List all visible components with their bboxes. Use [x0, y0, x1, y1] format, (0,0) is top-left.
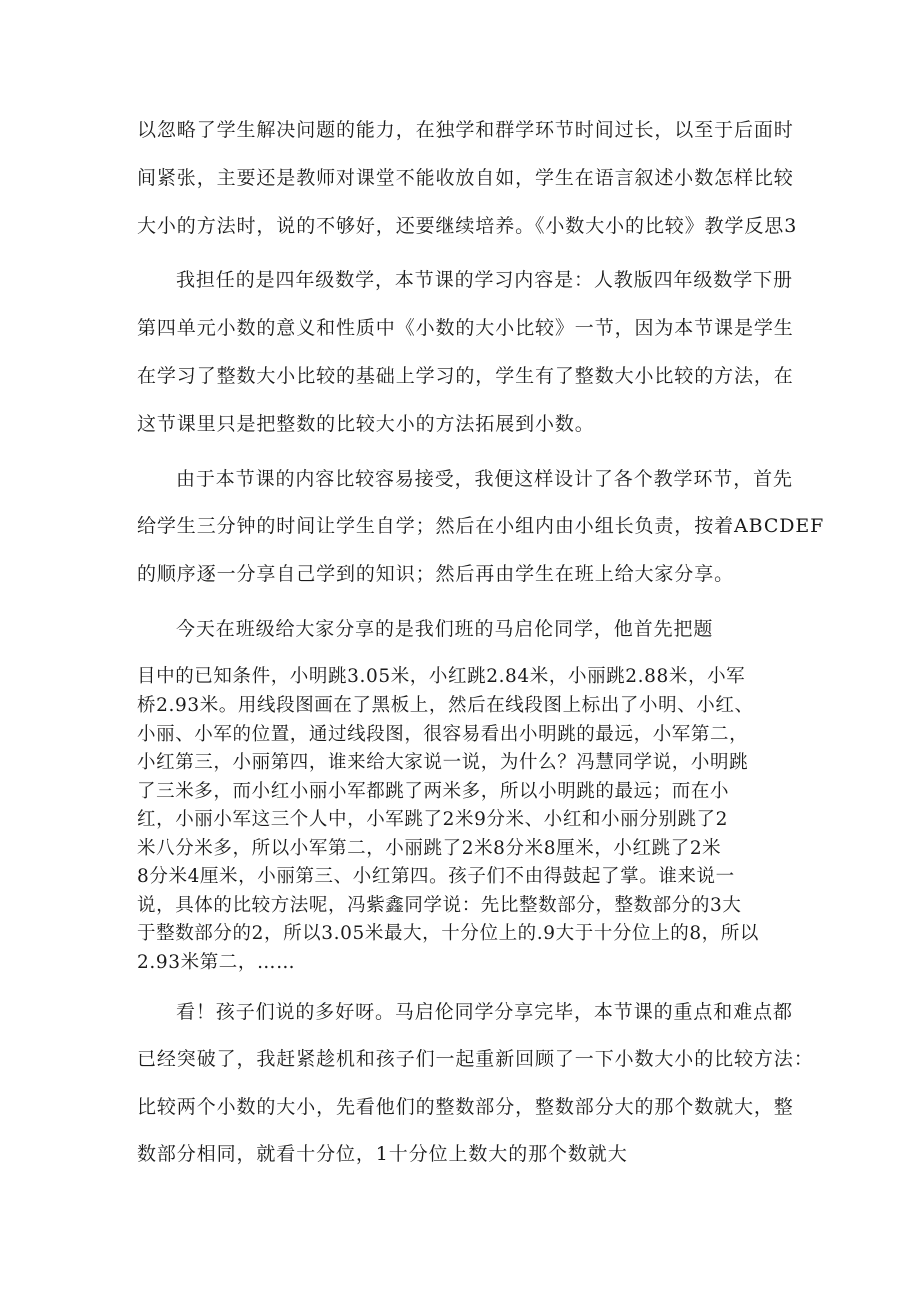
- text-line: 目中的已知条件，小明跳3.05米，小红跳2.84米，小丽跳2.88米，小军: [137, 666, 746, 687]
- text-line: 米八分米多，所以小军第二，小丽跳了2米8分米8厘米，小红跳了2米: [137, 838, 722, 859]
- text-line: 今天在班级给大家分享的是我们班的马启伦同学，他首先把题: [176, 618, 714, 640]
- text-line: 看！孩子们说的多好呀。马启伦同学分享完毕，本节课的重点和难点都: [176, 1001, 793, 1023]
- text-line: 第四单元小数的意义和性质中《小数的大小比较》一节，因为本节课是学生: [137, 317, 794, 339]
- text-line: 桥2.93米。用线段图画在了黑板上，然后在线段图上标出了小明、小红、: [137, 695, 754, 716]
- text-line: 于整数部分的2，所以3.05米最大，十分位上的.9大于十分位上的8，所以: [137, 923, 759, 944]
- text-line: 2.93米第二，……: [137, 952, 296, 973]
- text-line: 给学生三分钟的时间让学生自学；然后在小组内由小组长负责，按着ABCDEF: [137, 515, 825, 537]
- text-line: 红，小丽小军这三个人中，小军跳了2米9分米、小红和小丽分别跳了2: [137, 809, 729, 830]
- text-line: 小丽、小军的位置，通过线段图，很容易看出小明跳的最远，小军第二，: [137, 724, 749, 745]
- text-line: 小红第三，小丽第四，谁来给大家说一说，为什么？冯慧同学说，小明跳: [137, 752, 749, 773]
- text-line: 已经突破了，我赶紧趁机和孩子们一起重新回顾了一下小数大小的比较方法：: [137, 1048, 814, 1070]
- text-line: 说，具体的比较方法呢，冯紫鑫同学说：先比整数部分，整数部分的3大: [137, 895, 742, 916]
- text-line: 大小的方法时，说的不够好，还要继续培养。《小数大小的比较》教学反思3: [137, 215, 798, 237]
- text-line: 了三米多，而小红小丽小军都跳了两米多，所以小明跳的最远；而在小: [137, 781, 730, 802]
- text-line: 数部分相同，就看十分位，1十分位上数大的那个数就大: [137, 1143, 628, 1165]
- text-line: 我担任的是四年级数学，本节课的学习内容是：人教版四年级数学下册: [176, 269, 793, 291]
- text-line: 间紧张，主要还是教师对课堂不能收放自如，学生在语言叙述小数怎样比较: [137, 167, 794, 189]
- text-line: 以忽略了学生解决问题的能力，在独学和群学环节时间过长，以至于后面时: [137, 119, 794, 141]
- text-line: 8分米4厘米，小丽第三、小红第四。孩子们不由得鼓起了掌。谁来说一: [137, 866, 735, 887]
- text-line: 这节课里只是把整数的比较大小的方法拓展到小数。: [137, 413, 595, 435]
- text-line: 在学习了整数大小比较的基础上学习的，学生有了整数大小比较的方法，在: [137, 365, 794, 387]
- text-line: 比较两个小数的大小，先看他们的整数部分，整数部分大的那个数就大，整: [137, 1096, 794, 1118]
- text-line: 的顺序逐一分享自己学到的知识；然后再由学生在班上给大家分享。: [137, 563, 735, 585]
- text-line: 由于本节课的内容比较容易接受，我便这样设计了各个教学环节，首先: [176, 468, 793, 490]
